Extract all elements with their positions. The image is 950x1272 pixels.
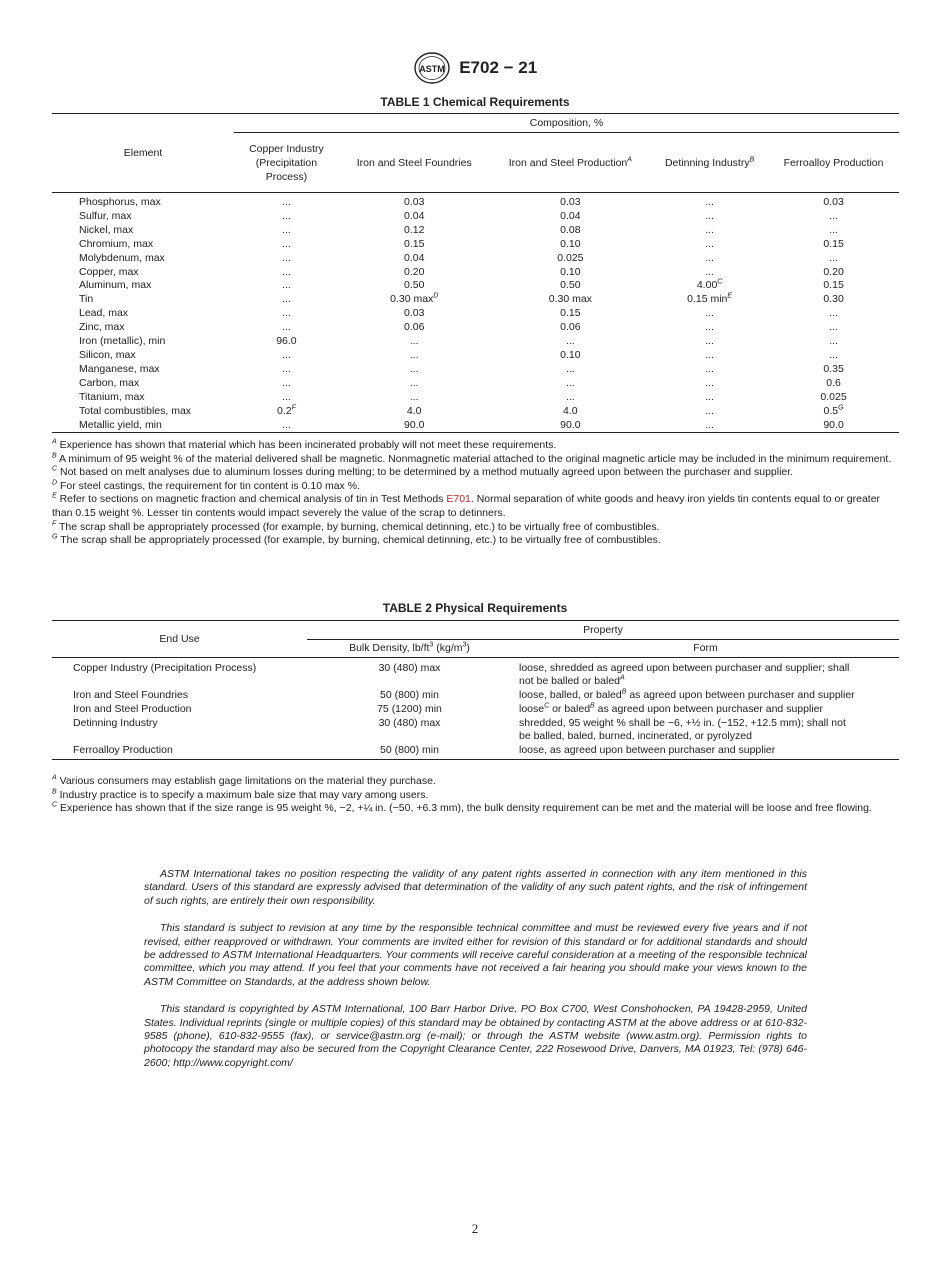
table-cell: ... [705, 335, 714, 348]
table-cell: 0.08 [560, 223, 581, 236]
table-row [52, 716, 899, 743]
table-row [52, 377, 899, 391]
table-cell: 0.04 [404, 251, 425, 264]
element-name: Lead, max [79, 307, 129, 320]
footnote: $^D$ For steel castings, the requirement for tin content is 0.10 max %. [52, 479, 360, 492]
table-row [52, 405, 899, 419]
table-cell: ... [705, 237, 714, 250]
table-cell: ... [705, 362, 714, 375]
table-cell: 0.025 [557, 251, 584, 264]
element-name: Phosphorus, max [79, 196, 161, 208]
table-row [52, 419, 899, 433]
table-cell: ... [409, 335, 419, 348]
table-cell: 0.03 [560, 196, 581, 208]
table1-caption: TABLE 1 Chemical Requirements [380, 95, 570, 109]
form-header: Form [693, 642, 718, 654]
table-cell: ... [409, 376, 419, 389]
footnote: $^E$ Refer to sections on magnetic fraction and chemical analysis of tin in Test Methods E701. Normal separation of white goods and heavy iron yields tin contents equal to or greater than 0.15 weight %. Lesser tin contents would impact severely the value of the scrap to detinners. [52, 492, 881, 519]
table-cell: ... [282, 307, 291, 320]
element-name: Aluminum, max [79, 279, 152, 292]
end-use: Iron and Steel Foundries [73, 689, 188, 701]
table-cell: 0.10 [560, 237, 581, 250]
bulk-density: 75 (1200) min [377, 703, 442, 715]
table-cell: ... [829, 209, 838, 222]
table-cell: 0.03 [404, 307, 425, 320]
table-row [52, 363, 899, 377]
table-cell: ... [705, 390, 714, 403]
end-use: Detinning Industry [73, 717, 158, 729]
property-header: Property [307, 621, 899, 640]
bulk-density: 50 (800) min [380, 744, 439, 756]
table-row [52, 743, 899, 760]
table-row [52, 702, 899, 716]
element-name: Tin [79, 293, 94, 306]
col-header-3: Detinning Industry$^B$ [664, 156, 755, 169]
table-row [52, 688, 899, 702]
table-cell: ... [565, 362, 575, 375]
table-cell: 0.06 [560, 321, 581, 334]
bulk-density-header: Bulk Density, $lb/ft^3$ $(kg/m^3)$ [349, 641, 470, 654]
element-header: Element [52, 114, 234, 193]
table-cell: ... [409, 362, 419, 375]
table-row [52, 391, 899, 405]
table-cell: ... [282, 223, 291, 236]
table-cell: 90.0 [823, 418, 844, 431]
table-cell: 96.0 [276, 335, 297, 348]
notice-paragraph: This standard is copyrighted by ASTM International, 100 Barr Harbor Drive, PO Box C700, West Conshohocken, PA 19428-2959, United States. Individual reprints (single or multiple copies) of this standard may be obtained by contacting ASTM at the above address or at 610-832-9585 (phone), 610-832-9555 (fax), or service@astm.org (e-mail); or through the ASTM website (www.astm.org). Permission rights to photocopy the standard may also be secured from the Copyright Clearance Center, 222 Rosewood Drive, Danvers, MA 01923, Tel: (978) 646-2600; http://www.copyright.com/ [144, 1003, 807, 1069]
table-row [52, 210, 899, 224]
element-name: Nickel, max [79, 223, 134, 236]
table-cell: ... [705, 196, 714, 208]
page-number: 2 [471, 1221, 479, 1236]
table-cell: ... [565, 335, 575, 348]
form: shredded, 95 weight % shall be −6, +½ in. (−152, +12.5 mm); shall not be balled, baled, burned, incinerated, or pyrolyzed [519, 717, 846, 742]
table-cell: $4.00^C$ [696, 278, 723, 292]
element-name: Carbon, max [79, 376, 140, 389]
table-cell: ... [282, 196, 291, 208]
table-cell: ... [282, 265, 291, 278]
notice-paragraph: This standard is subject to revision at any time by the responsible technical committee and must be reviewed every five years and if not revised, either reapproved or withdrawn. Your comments are invited either for revision of this standard or for additional standards and should be addressed to ASTM International Headquarters. Your comments will receive careful consideration at a meeting of the responsible technical committee, which you may attend. If you feel that your comments have not received a fair hearing you should make your views known to the ASTM Committee on Standards, at the address shown below. [144, 922, 807, 988]
table-cell: 0.6 [826, 376, 841, 389]
element-name: Metallic yield, min [79, 418, 162, 431]
bulk-density: 30 (480) max [378, 717, 441, 729]
table-cell: 0.15 $\min^E$ [687, 292, 733, 306]
table-cell: 0.12 [404, 223, 425, 236]
table-cell: ... [282, 279, 291, 292]
table-cell: ... [282, 293, 291, 306]
table-cell: 0.35 [823, 362, 844, 375]
table-cell: ... [565, 390, 575, 403]
table-cell: 0.025 [820, 390, 847, 403]
form: loose$^C$ or baled$^B$ as agreed upon between purchaser and supplier [519, 702, 823, 715]
element-name: Titanium, max [79, 390, 145, 403]
table-cell: 4.0 [406, 404, 422, 417]
table2-caption: TABLE 2 Physical Requirements [382, 601, 568, 615]
table-row [52, 224, 899, 238]
table-cell: ... [829, 223, 838, 236]
table-cell: ... [705, 265, 714, 278]
table-cell: 0.03 [404, 196, 425, 208]
svg-text:ASTM: ASTM [419, 64, 445, 74]
table-cell: 0.04 [404, 209, 425, 222]
table-cell: 0.30 $\max^D$ [390, 292, 439, 306]
end-use: Iron and Steel Production [73, 703, 192, 715]
table-row [52, 335, 899, 349]
table-row [52, 252, 899, 266]
table-cell: ... [829, 348, 838, 361]
table-cell: ... [705, 223, 714, 236]
table-cell: ... [705, 251, 714, 264]
end-use: Ferroalloy Production [73, 744, 173, 756]
element-name: Iron (metallic), min [79, 335, 166, 348]
col-header-1: Iron and Steel Foundries [356, 156, 472, 169]
table-row [52, 658, 899, 689]
element-name: Total combustibles, max [79, 404, 192, 417]
table-cell: 0.50 [560, 279, 581, 292]
composition-header: Composition, % [234, 114, 899, 133]
footnote: $^G$ The scrap shall be appropriately processed (for example, by burning, chemical detinning, etc.) to be virtually free of combustibles. [52, 533, 661, 547]
element-name: Sulfur, max [79, 209, 132, 222]
table-cell: 0.10 [560, 348, 581, 361]
chemical-requirements-table [52, 113, 899, 433]
table-cell: 90.0 [404, 418, 425, 431]
table-cell: 90.0 [560, 418, 581, 431]
table-cell: 0.30 [823, 293, 844, 306]
table-cell: ... [282, 237, 291, 250]
table-cell: ... [282, 321, 291, 334]
element-name: Zinc, max [79, 321, 125, 334]
table2-footnotes [52, 775, 900, 816]
table-cell: $0.2^F$ [276, 404, 296, 417]
table-cell: ... [829, 307, 838, 320]
table-cell: ... [282, 376, 291, 389]
table-cell: ... [705, 418, 714, 431]
end-use-header: End Use [52, 621, 307, 658]
designation: E702 − 21 [459, 58, 538, 77]
table-cell: ... [282, 251, 291, 264]
table-cell: ... [282, 209, 291, 222]
table-cell: ... [409, 390, 419, 403]
table-cell: ... [705, 321, 714, 334]
notice-paragraph: ASTM International takes no position respecting the validity of any patent rights asserted in connection with any item mentioned in this standard. Users of this standard are expressly advised that determination of the validity of any such patent rights, and the risk of infringement of such rights, are entirely their own responsibility. [144, 868, 807, 907]
table-cell: 0.15 [560, 307, 581, 320]
table-row [52, 266, 899, 280]
table-cell: ... [282, 362, 291, 375]
table-cell: 0.10 [560, 265, 581, 278]
table-cell: 0.04 [560, 209, 581, 222]
standard-link[interactable]: E701 [446, 493, 471, 506]
astm-logo-icon [413, 52, 451, 84]
table-cell: 4.0 [563, 404, 578, 417]
form: loose, shredded as agreed upon between purchaser and supplier; shall not be balled or baled$^A$ [519, 662, 850, 687]
table-cell: ... [705, 376, 714, 389]
end-use: Copper Industry (Precipitation Process) [73, 662, 257, 674]
table-cell: ... [829, 321, 838, 334]
table-cell: 0.30 max [548, 293, 592, 306]
table-cell: 0.20 [404, 265, 425, 278]
element-name: Silicon, max [79, 348, 136, 361]
table-row [52, 321, 899, 335]
table-row [52, 293, 899, 307]
table-cell: ... [565, 376, 575, 389]
page-header [0, 52, 950, 84]
table-cell: ... [705, 404, 714, 417]
table-cell: ... [282, 348, 291, 361]
col-header-0: Copper Industry (Precipitation Process) [249, 142, 324, 183]
table-cell: ... [829, 251, 838, 264]
table-cell: ... [705, 348, 714, 361]
table1-footnotes [52, 439, 900, 548]
element-name: Chromium, max [79, 237, 154, 250]
table-row [52, 279, 899, 293]
table-cell: 0.15 [404, 237, 425, 250]
footnote: $^B$ A minimum of 95 weight % of the material delivered shall be magnetic. Nonmagnetic material attached to the original magnetic article may be included in the minimum requirement. [52, 452, 892, 465]
bulk-density: 50 (800) min [380, 689, 439, 701]
table-cell: ... [409, 348, 419, 361]
table-cell: ... [705, 307, 714, 320]
footnote: $^F$ The scrap shall be appropriately processed (for example, by burning, chemical detinning, etc.) to be virtually free of combustibles. [52, 520, 660, 533]
col-header-2: Iron and Steel Production$^A$ [508, 156, 632, 169]
table-cell: ... [282, 390, 291, 403]
astm-notices [144, 868, 807, 1084]
table-cell: 0.15 [823, 237, 844, 250]
table-cell: 0.20 [823, 265, 844, 278]
table-cell: 0.15 [823, 279, 844, 292]
table-cell: 0.50 [404, 279, 425, 292]
footnote: $^A$ Various consumers may establish gage limitations on the material they purchase. [52, 774, 436, 787]
table-cell: ... [829, 335, 838, 348]
element-name: Manganese, max [79, 362, 160, 375]
table-row [52, 349, 899, 363]
footnote: $^B$ Industry practice is to specify a maximum bale size that may vary among users. [52, 788, 429, 801]
table-cell: 0.06 [404, 321, 425, 334]
bulk-density: 30 (480) max [378, 662, 441, 674]
table-row [52, 307, 899, 321]
form: loose, as agreed upon between purchaser and supplier [519, 744, 776, 756]
col-header-4: Ferroalloy Production [783, 156, 884, 169]
physical-requirements-table [52, 620, 899, 760]
table-cell: ... [705, 209, 714, 222]
table-row [52, 238, 899, 252]
table-cell: 0.03 [823, 196, 844, 208]
form: loose, balled, or baled$^B$ as agreed upon between purchaser and supplier [519, 688, 855, 701]
table-row [52, 193, 899, 210]
footnote: $^C$ Not based on melt analyses due to aluminum losses during melting; to be determined by a method mutually agreed upon between the purchaser and supplier. [52, 465, 794, 479]
element-name: Molybdenum, max [79, 251, 165, 264]
footnote: $^C$ Experience has shown that if the size range is 95 weight %, −2, +¼ in. (−50, +6.3 mm), the bulk density requirement can be met and the material will be loose and free flowing. [52, 801, 872, 815]
table-cell: ... [282, 418, 291, 431]
footnote: $^A$ Experience has shown that material which has been incinerated probably will not meet these requirements. [52, 438, 557, 451]
element-name: Copper, max [79, 265, 139, 278]
table-cell: $0.5^G$ [823, 404, 844, 417]
